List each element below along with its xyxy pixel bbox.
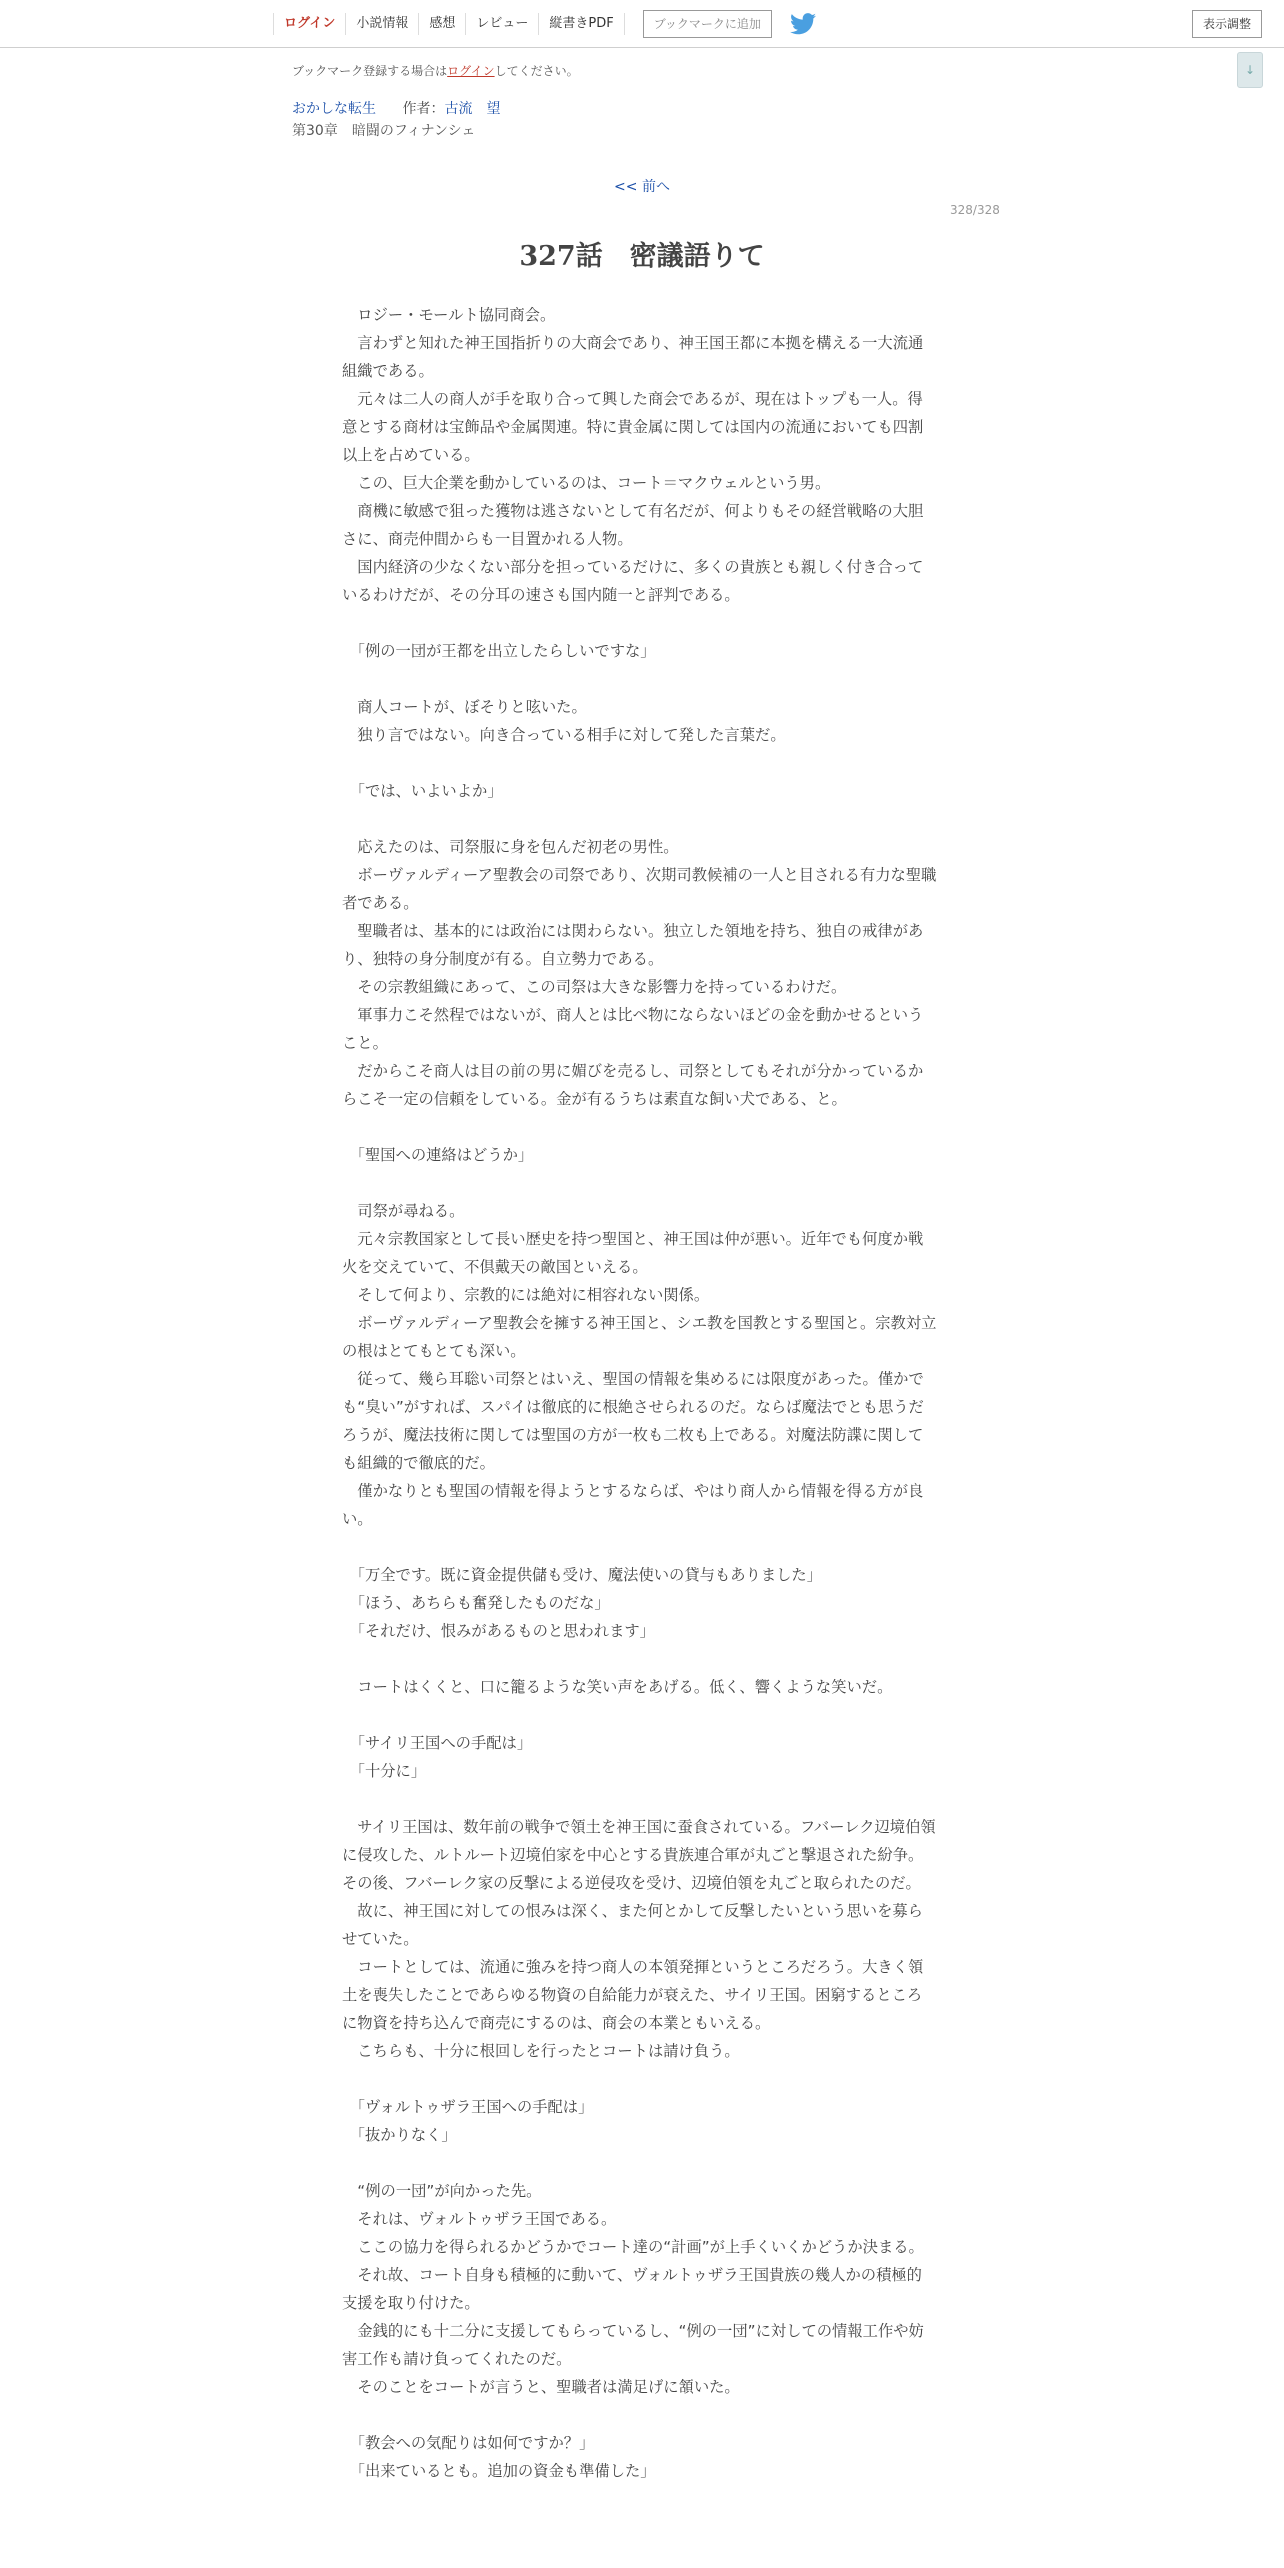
blank-line <box>342 1113 937 1141</box>
paragraph: そして何より、宗教的には絶対に相容れない関係。 <box>342 1286 710 1304</box>
paragraph: 「それだけ、恨みがあるものと思われます」 <box>342 1622 655 1640</box>
paragraph: コートとしては、流通に強みを持つ商人の本領発揮というところだろう。大きく領土を喪失したことであらゆる物資の自給能力が衰えた、サイリ王国。困窮するところに物資を持ち込んで商売にするのは、商会の本業ともいえる。 <box>342 1958 924 2032</box>
blank-line <box>342 1169 937 1197</box>
login-notice <box>292 62 579 79</box>
paragraph: コートはくくと、口に籠るような笑い声をあげる。低く、響くような笑いだ。 <box>342 1678 893 1696</box>
paragraph: ボーヴァルディーア聖教会を擁する神王国と、シエ教を国教とする聖国と。宗教対立の根はとてもとても深い。 <box>342 1314 937 1360</box>
paragraph: この、巨大企業を動かしているのは、コート＝マクウェルという男。 <box>342 474 831 492</box>
paragraph: 元々宗教国家として長い歴史を持つ聖国と、神王国は仲が悪い。近年でも何度か戦火を交えていて、不倶戴天の敵国といえる。 <box>342 1230 924 1276</box>
paragraph: 軍事力こそ然程ではないが、商人とは比べ物にならないほどの金を動かせるということ。 <box>342 1006 924 1052</box>
notice-suffix: してください。 <box>494 64 579 78</box>
paragraph: 元々は二人の商人が手を取り合って興した商会であるが、現在はトップも一人。得意とする商材は宝飾品や金属関連。特に貴金属に関しては国内の流通においても四割以上を占めている。 <box>342 390 924 464</box>
paragraph: 商人コートが、ぼそりと呟いた。 <box>342 698 587 716</box>
paragraph: こちらも、十分に根回しを行ったとコートは請け負う。 <box>342 2042 740 2060</box>
paragraph: 「出来ているとも。追加の資金も準備した」 <box>342 2462 656 2480</box>
paragraph: 「抜かりなく」 <box>342 2126 457 2144</box>
blank-line <box>342 665 937 693</box>
blank-line <box>342 1701 937 1729</box>
page-number: 328/328 <box>950 203 1000 217</box>
paragraph: “例の一団”が向かった先。 <box>342 2182 542 2200</box>
paragraph: 金銭的にも十二分に支援してもらっているし、“例の一団”に対しての情報工作や妨害工作も請け負ってくれたのだ。 <box>342 2322 924 2368</box>
paragraph: それは、ヴォルトゥザラ王国である。 <box>342 2210 617 2228</box>
paragraph: サイリ王国は、数年前の戦争で領土を神王国に蚕食されている。フバーレク辺境伯領に侵攻した、ルトルート辺境伯家を中心とする貴族連合軍が丸ごと撃退された紛争。その後、フバーレク家の反撃による逆侵攻を受け、辺境伯領を丸ごと取られたのだ。 <box>342 1818 936 1892</box>
paragraph: 「十分に」 <box>342 1762 427 1780</box>
paragraph: 司祭が尋ねる。 <box>342 1202 465 1220</box>
display-settings-button[interactable]: 表示調整 <box>1192 10 1262 38</box>
episode-title: 327話 密議語りて <box>519 241 765 272</box>
blank-line <box>342 2149 937 2177</box>
nav-review[interactable]: レビュー <box>465 13 538 35</box>
paragraph: 「教会への気配りは如何ですか？」 <box>342 2434 595 2452</box>
scroll-down-tab[interactable]: ↓ <box>1237 52 1263 88</box>
paragraph: 「では、いよいよか」 <box>342 782 503 800</box>
paragraph: それ故、コート自身も積極的に動いて、ヴォルトゥザラ王国貴族の幾人かの積極的支援を取り付けた。 <box>342 2266 922 2312</box>
paragraph: 「聖国への連絡はどうか」 <box>342 1146 534 1164</box>
add-bookmark-button[interactable]: ブックマークに追加 <box>643 10 772 38</box>
blank-line <box>342 2401 937 2429</box>
notice-prefix: ブックマーク登録する場合は <box>292 64 448 78</box>
blank-line <box>342 1785 937 1813</box>
paragraph: そのことをコートが言うと、聖職者は満足げに頷いた。 <box>342 2378 740 2396</box>
paragraph: だからこそ商人は目の前の男に媚びを売るし、司祭としてもそれが分かっているからこそ一定の信頼をしている。金が有るうちは素直な飼い犬である、と。 <box>342 1062 924 1108</box>
paragraph: 国内経済の少なくない部分を担っているだけに、多くの貴族とも親しく付き合っているわけだが、その分耳の速さも国内随一と評判である。 <box>342 558 924 604</box>
paragraph: 言わずと知れた神王国指折りの大商会であり、神王国王都に本拠を構える一大流通組織である。 <box>342 334 924 380</box>
nav-login[interactable]: ログイン <box>273 13 345 35</box>
novel-body <box>342 301 937 2485</box>
paragraph: 聖職者は、基本的には政治には関わらない。独立した領地を持ち、独自の戒律があり、独特の身分制度が有る。自立勢力である。 <box>342 922 924 968</box>
paragraph: 従って、幾ら耳聡い司祭とはいえ、聖国の情報を集めるには限度があった。僅かでも“臭い”がすれば、スパイは徹底的に根絶させられるのだ。ならば魔法でとも思うだろうが、魔法技術に関しては聖国の方が一枚も二枚も上である。対魔法防諜に関しても組織的で徹底的だ。 <box>342 1370 924 1472</box>
nav-impressions[interactable]: 感想 <box>418 13 465 35</box>
global-nav <box>273 0 816 47</box>
blank-line <box>342 1533 937 1561</box>
blank-line <box>342 2065 937 2093</box>
paragraph: ここの協力を得られるかどうかでコート達の“計画”が上手くいくかどうか決まる。 <box>342 2238 924 2256</box>
blank-line <box>342 749 937 777</box>
paragraph: 「ヴォルトゥザラ王国への手配は」 <box>342 2098 594 2116</box>
series-title-link[interactable]: おかしな転生 <box>292 101 376 117</box>
paragraph: 商機に敏感で狙った獲物は逃さないとして有名だが、何よりもその経営戦略の大胆さに、商売仲間からも一目置かれる人物。 <box>342 502 924 548</box>
blank-line <box>342 805 937 833</box>
author-link[interactable]: 古流 望 <box>444 101 501 117</box>
notice-login-link[interactable]: ログイン <box>447 64 495 78</box>
series-info <box>292 98 500 118</box>
blank-line <box>342 1645 937 1673</box>
paragraph: ロジー・モールト協同商会。 <box>342 306 556 324</box>
nav-vertical-pdf[interactable]: 縦書きPDF <box>538 13 624 35</box>
paragraph: ボーヴァルディーア聖教会の司祭であり、次期司教候補の一人と目される有力な聖職者である。 <box>342 866 937 912</box>
twitter-icon[interactable] <box>790 13 816 35</box>
prev-link[interactable]: << 前へ <box>614 179 670 195</box>
author-label: 作者： <box>402 101 445 117</box>
nav-novel-info[interactable]: 小説情報 <box>345 13 418 35</box>
top-bar <box>0 0 1284 48</box>
paragraph: その宗教組織にあって、この司祭は大きな影響力を持っているわけだ。 <box>342 978 847 996</box>
paragraph: 「ほう、あちらも奮発したものだな」 <box>342 1594 610 1612</box>
paragraph: 応えたのは、司祭服に身を包んだ初老の男性。 <box>342 838 679 856</box>
paragraph: 独り言ではない。向き合っている相手に対して発した言葉だ。 <box>342 726 786 744</box>
chapter-title: 第30章 暗闘のフィナンシェ <box>292 123 476 139</box>
blank-line <box>342 609 937 637</box>
paragraph: 「万全です。既に資金提供儲も受け、魔法使いの貸与もありました」 <box>342 1566 823 1584</box>
paragraph: 僅かなりとも聖国の情報を得ようとするならば、やはり商人から情報を得る方が良い。 <box>342 1482 924 1528</box>
paragraph: 故に、神王国に対しての恨みは深く、また何とかして反撃したいという思いを募らせていた。 <box>342 1902 923 1948</box>
paragraph: 「サイリ王国への手配は」 <box>342 1734 533 1752</box>
paragraph: 「例の一団が王都を出立したらしいですな」 <box>342 642 656 660</box>
